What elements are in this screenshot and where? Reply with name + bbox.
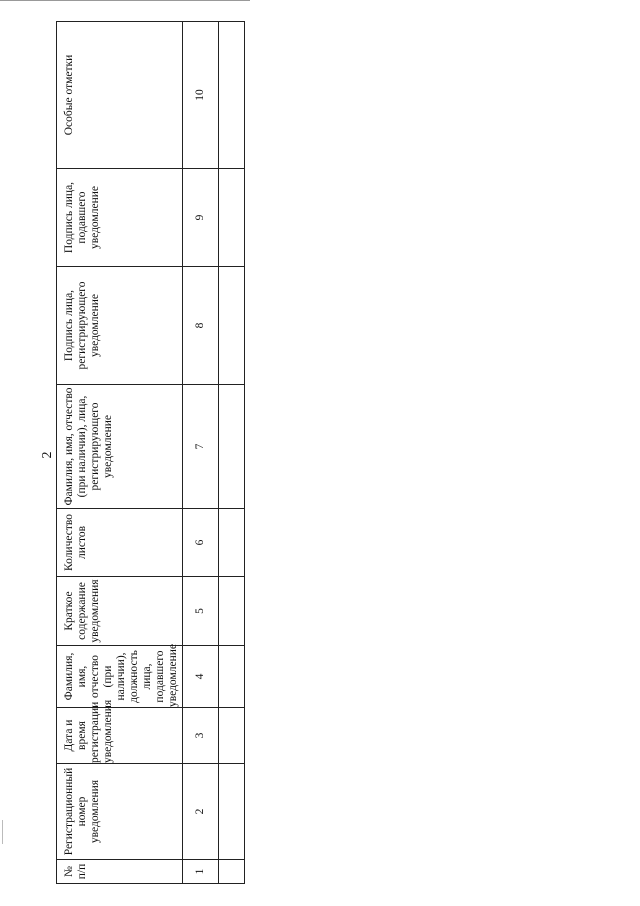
empty-cell — [219, 577, 245, 646]
rotated-table-container — [56, 22, 244, 884]
header-cell-submitter-signature: Подпись лица, подавшего уведомление — [57, 169, 183, 267]
column-number-cell: 10 — [183, 22, 219, 169]
empty-cell — [219, 22, 245, 169]
header-cell-registrar-name: Фамилия, имя, отчество (при наличии), лица, регистрирующего уведомление — [57, 385, 183, 509]
empty-cell — [219, 764, 245, 860]
empty-cell — [219, 509, 245, 577]
page-top-edge-line — [0, 0, 250, 1]
header-cell-submitter-name: Фамилия, имя, отчество (при наличии), должность лица, подавшего уведомление — [57, 646, 183, 708]
column-number-cell: 8 — [183, 267, 219, 385]
column-number-cell: 3 — [183, 708, 219, 764]
column-number-cell: 7 — [183, 385, 219, 509]
column-number-row — [183, 22, 219, 884]
header-row — [57, 22, 183, 884]
header-cell-summary: Краткое содержание уведомления — [57, 577, 183, 646]
header-cell-index: № п/п — [57, 860, 183, 884]
empty-cell — [219, 385, 245, 509]
empty-cell — [219, 646, 245, 708]
empty-entry-row — [219, 22, 245, 884]
column-number-cell: 2 — [183, 764, 219, 860]
header-cell-special-notes: Особые отметки — [57, 22, 183, 169]
column-number-cell: 6 — [183, 509, 219, 577]
empty-cell — [219, 169, 245, 267]
column-number-cell: 1 — [183, 860, 219, 884]
empty-cell — [219, 267, 245, 385]
header-cell-registrar-signature: Подпись лица, регистрирующего уведомление — [57, 267, 183, 385]
notification-register-table — [56, 21, 245, 884]
scan-edge-mark — [2, 820, 3, 844]
page-number: 2 — [40, 451, 55, 459]
empty-cell — [219, 708, 245, 764]
column-number-cell: 4 — [183, 646, 219, 708]
empty-cell — [219, 860, 245, 884]
header-cell-registration-number: Регистрационный номер уведомления — [57, 764, 183, 860]
column-number-cell: 9 — [183, 169, 219, 267]
header-cell-registration-datetime: Дата и время регистрации уведомления — [57, 708, 183, 764]
column-number-cell: 5 — [183, 577, 219, 646]
header-cell-sheet-count: Количество листов — [57, 509, 183, 577]
